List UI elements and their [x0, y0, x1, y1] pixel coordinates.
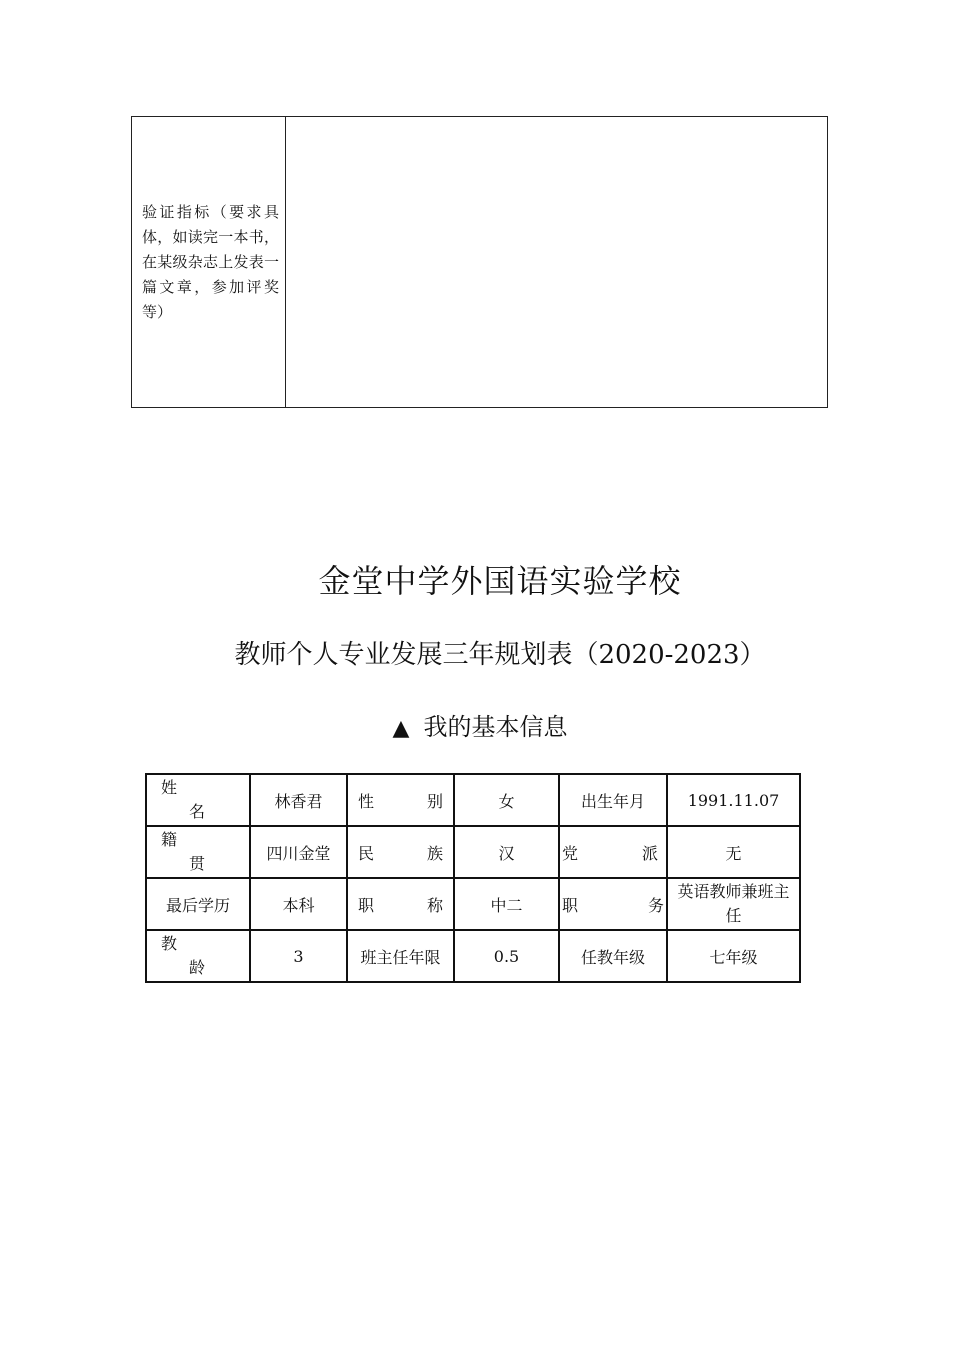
table-row [146, 930, 800, 982]
verification-content-cell[interactable] [286, 117, 827, 407]
school-name: 金堂中学外国语实验学校 [318, 562, 682, 600]
ethnic-value: 汉 [454, 826, 559, 878]
title-label-cell [347, 878, 454, 930]
education-value: 本科 [250, 878, 347, 930]
origin-value: 四川金堂 [250, 826, 347, 878]
party-label-char-1: 党 [562, 843, 579, 863]
birth-label: 出生年月 [559, 774, 667, 826]
birth-value: 1991.11.07 [667, 774, 800, 826]
origin-label-cell [146, 826, 250, 878]
duty-label-char-2: 务 [647, 895, 664, 915]
origin-label-char-1: 籍 [161, 830, 178, 849]
head-teacher-years-value: 0.5 [454, 930, 559, 982]
education-label: 最后学历 [146, 878, 250, 930]
table-row [146, 878, 800, 930]
ethnic-label-cell [347, 826, 454, 878]
origin-label-char-2: 贯 [189, 854, 206, 873]
name-label-char-1: 姓 [161, 778, 178, 797]
ethnic-label-char-1: 民 [358, 843, 375, 863]
table-row [146, 774, 800, 826]
section-heading [0, 707, 960, 742]
party-label-char-2: 派 [641, 843, 658, 863]
duty-value-cell [667, 878, 800, 930]
teaching-years-label-cell [146, 930, 250, 982]
name-label-char-2: 名 [189, 802, 206, 821]
verification-label: 验证指标（要求具体，如读完一本书，在某级杂志上发表一篇文章，参加评奖等） [142, 202, 279, 321]
triangle-bullet-icon: ▲ [392, 716, 410, 741]
teaching-years-label-char-1: 教 [161, 934, 178, 953]
name-label-cell [146, 774, 250, 826]
head-teacher-years-label: 班主任年限 [347, 930, 454, 982]
basic-info-table [145, 773, 801, 983]
title-label-char-1: 职 [358, 895, 375, 915]
title-value: 中二 [454, 878, 559, 930]
title-label-char-2: 称 [426, 895, 443, 915]
duty-label-char-1: 职 [562, 895, 579, 915]
verification-table [131, 116, 828, 408]
party-label-cell [559, 826, 667, 878]
gender-label-cell [347, 774, 454, 826]
table-row [146, 826, 800, 878]
name-value: 林香君 [250, 774, 347, 826]
plan-title: 教师个人专业发展三年规划表（2020-2023） [234, 640, 766, 670]
ethnic-label-char-2: 族 [426, 843, 443, 863]
gender-value: 女 [454, 774, 559, 826]
party-value: 无 [667, 826, 800, 878]
teaching-grade-value: 七年级 [667, 930, 800, 982]
duty-value: 英语教师兼班主任 [677, 882, 790, 925]
teaching-years-label-char-2: 龄 [189, 958, 206, 977]
verification-label-cell [132, 117, 286, 407]
gender-label-char-1: 性 [358, 791, 375, 811]
teaching-grade-label: 任教年级 [559, 930, 667, 982]
gender-label-char-2: 别 [426, 791, 443, 811]
duty-label-cell [559, 878, 667, 930]
section-title: 我的基本信息 [423, 713, 568, 741]
teaching-years-value: 3 [250, 930, 347, 982]
